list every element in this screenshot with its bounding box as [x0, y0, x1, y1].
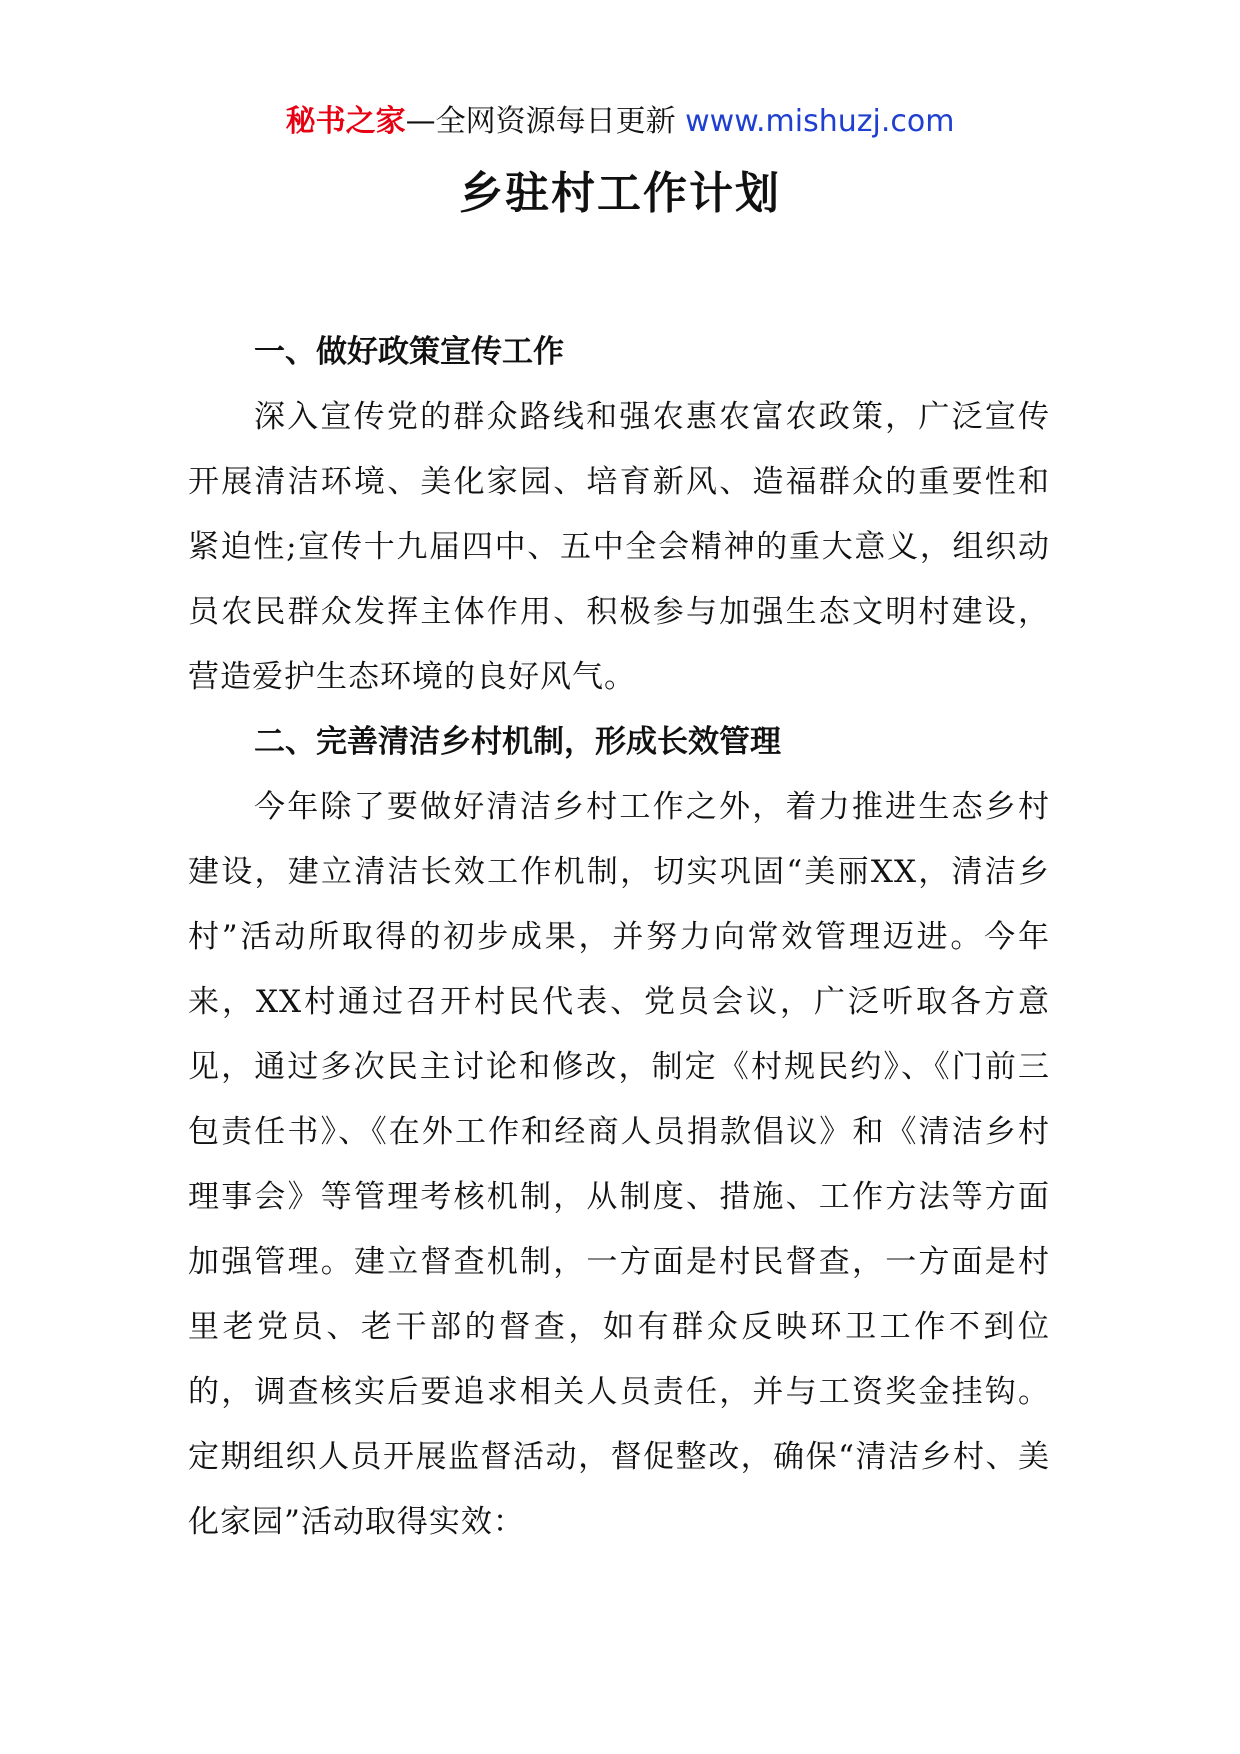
- section-heading-2: 二、完善清洁乡村机制，形成长效管理: [254, 724, 781, 760]
- document-body: [188, 320, 1050, 1555]
- brand-name: 秘书之家: [285, 104, 406, 139]
- site-url-link[interactable]: www.mishuzj.com: [685, 104, 955, 139]
- header-tagline: —全网资源每日更新: [405, 104, 686, 139]
- section-1-paragraph: 深入宣传党的群众路线和强农惠农富农政策，广泛宣传开展清洁环境、美化家园、培育新风、造福群众的重要性和紧迫性;宣传十九届四中、五中全会精神的重大意义，组织动员农民群众发挥主体作用、积极参与加强生态文明村建设，营造爱护生态环境的良好风气。: [188, 399, 1050, 695]
- section-2-paragraph: 今年除了要做好清洁乡村工作之外，着力推进生态乡村建设，建立清洁长效工作机制，切实巩固“美丽XX，清洁乡村”活动所取得的初步成果，并努力向常效管理迈进。今年来，XX村通过召开村民代表、党员会议，广泛听取各方意见，通过多次民主讨论和修改，制定《村规民约》、《门前三包责任书》、《在外工作和经商人员捐款倡议》和《清洁乡村理事会》等管理考核机制，从制度、措施、工作方法等方面加强管理。建立督查机制，一方面是村民督查，一方面是村里老党员、老干部的督查，如有群众反映环卫工作不到位的，调查核实后要追求相关人员责任，并与工资奖金挂钩。定期组织人员开展监督活动，督促整改，确保“清洁乡村、美化家园”活动取得实效：: [188, 789, 1050, 1540]
- header-banner: [0, 100, 1240, 144]
- section-heading-1: 一、做好政策宣传工作: [254, 334, 564, 370]
- document-title: 乡驻村工作计划: [459, 168, 781, 219]
